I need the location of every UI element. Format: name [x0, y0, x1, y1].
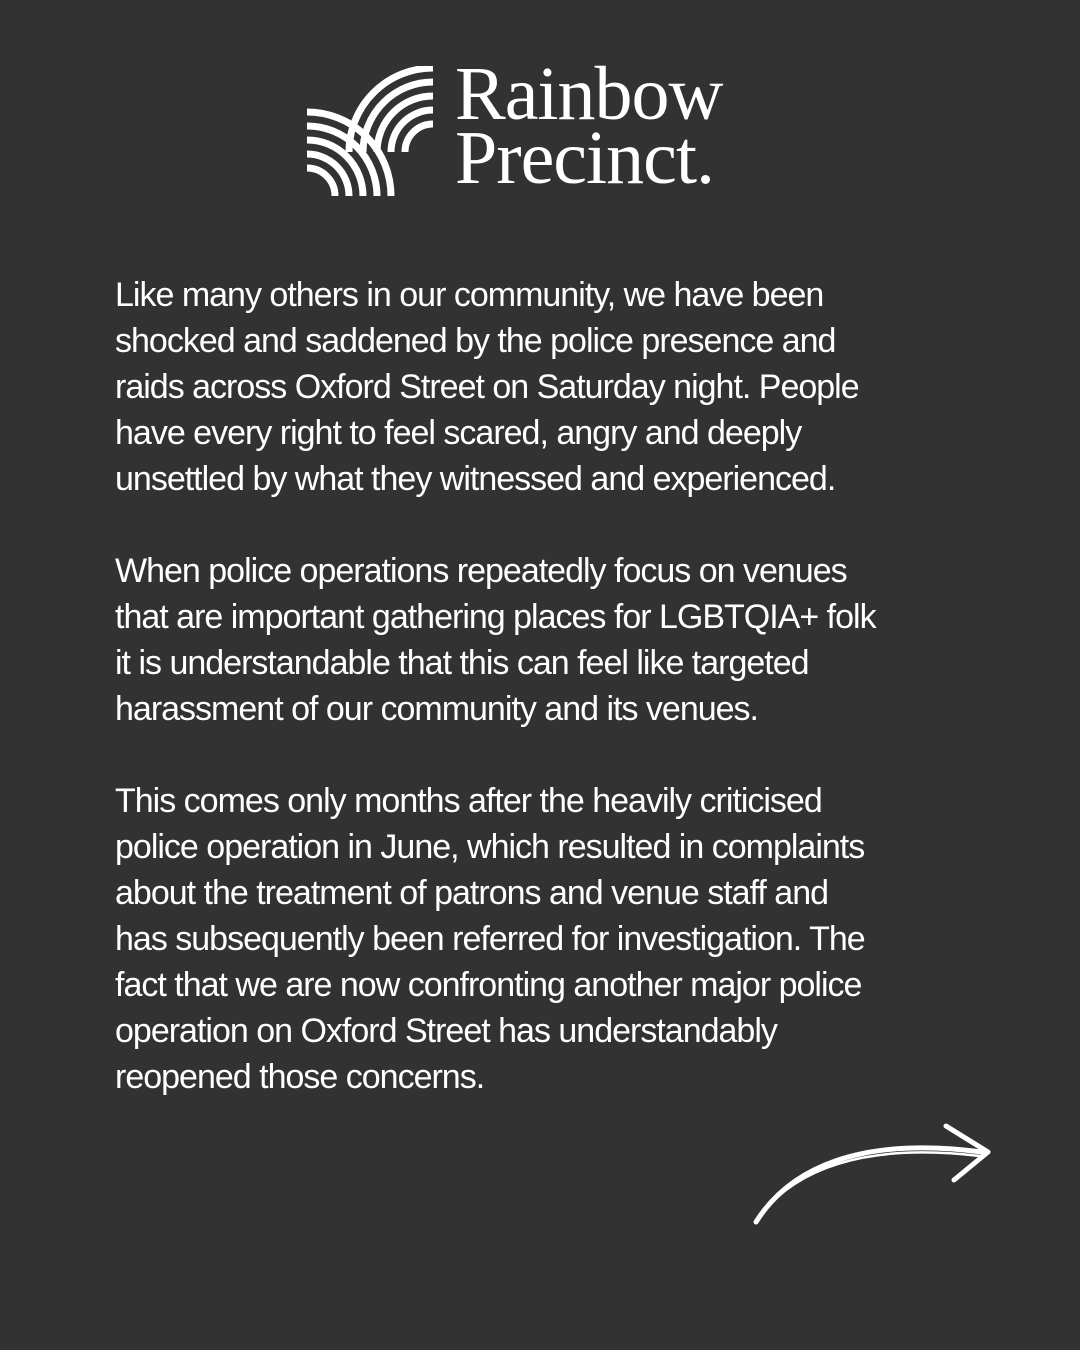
statement-line: shocked and saddened by the police presence and: [115, 322, 836, 360]
statement-paragraph-1: [115, 272, 995, 502]
statement-line: that are important gathering places for LGBTQIA+ folk: [115, 598, 876, 636]
statement-paragraph-3: [115, 778, 995, 1100]
statement-line: When police operations repeatedly focus on venues: [115, 552, 847, 590]
statement-line: police operation in June, which resulted in complaints: [115, 828, 865, 866]
curved-arrow-right-icon[interactable]: [750, 1118, 995, 1228]
brand-wordmark: [455, 52, 723, 200]
statement-line: harassment of our community and its venues.: [115, 690, 758, 728]
statement-line: Like many others in our community, we have been: [115, 276, 824, 314]
statement-line: operation on Oxford Street has understandably: [115, 1012, 777, 1050]
brand-logo: [305, 52, 775, 202]
statement-line: unsettled by what they witnessed and experienced.: [115, 460, 836, 498]
statement-line: has subsequently been referred for investigation. The: [115, 920, 865, 958]
statement-line: fact that we are now confronting another major police: [115, 966, 862, 1004]
brand-name-line1: Rainbow: [455, 52, 723, 136]
statement-line: reopened those concerns.: [115, 1058, 485, 1096]
statement-line: have every right to feel scared, angry and deeply: [115, 414, 802, 452]
statement-line: it is understandable that this can feel like targeted: [115, 644, 809, 682]
statement-paragraph-2: [115, 548, 995, 732]
statement-line: about the treatment of patrons and venue staff and: [115, 874, 829, 912]
rainbow-arcs-icon: [305, 66, 437, 198]
statement-line: raids across Oxford Street on Saturday night. People: [115, 368, 859, 406]
statement-line: This comes only months after the heavily criticised: [115, 782, 822, 820]
statement-body: [115, 272, 995, 1146]
brand-name-line2: Precinct.: [455, 116, 715, 200]
